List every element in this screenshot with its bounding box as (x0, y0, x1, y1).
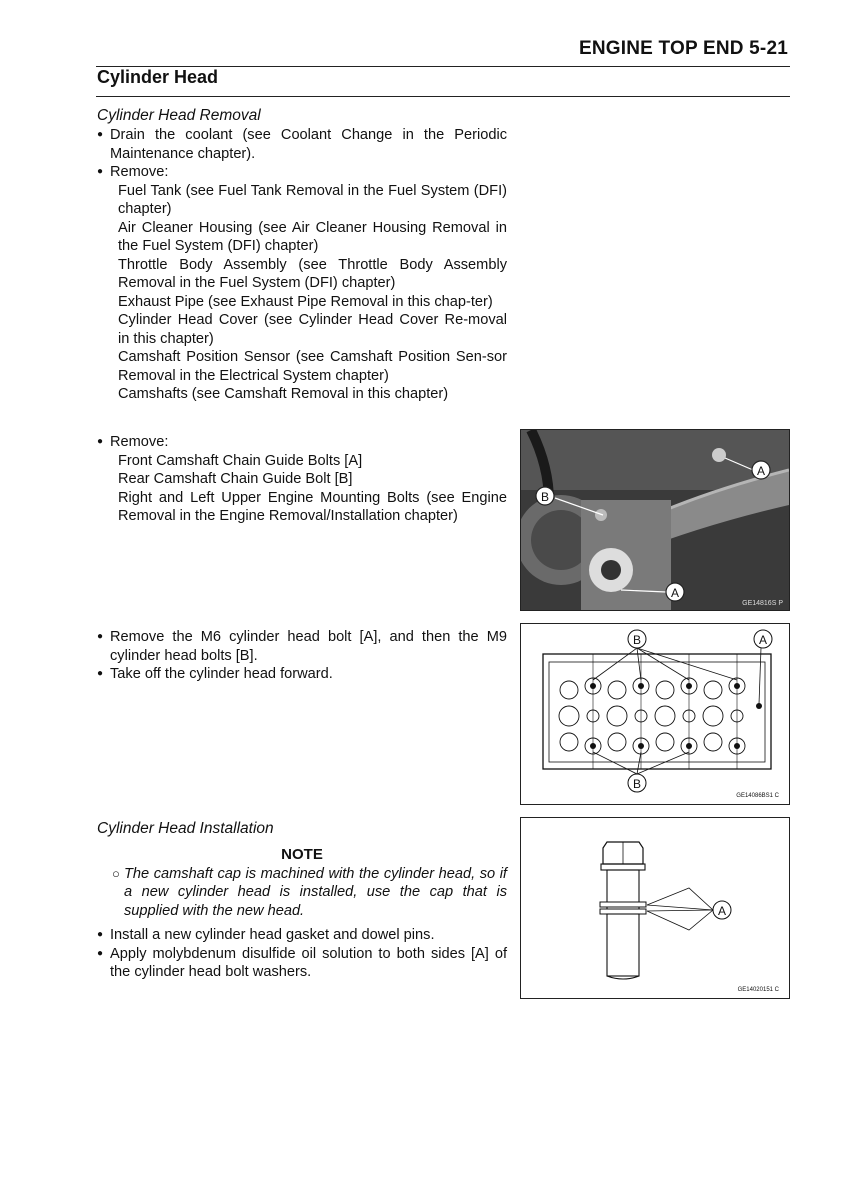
head-label-a: A (758, 633, 768, 647)
note-title: NOTE (281, 846, 323, 863)
bolt-label-a: A (717, 904, 727, 918)
section-rule (96, 96, 790, 97)
removal-heading: Cylinder Head Removal (97, 107, 261, 124)
remove-item: Air Cleaner Housing (see Air Cleaner Housing Removal in the Fuel System (DFI) chapter) (118, 219, 507, 254)
removal-bolts-block (97, 433, 507, 526)
head-label-b-top: B (632, 633, 642, 647)
remove-item: Cylinder Head Cover (see Cylinder Head Cover Re-moval in this chapter) (118, 312, 507, 347)
step-remove-label: ● Remove: (97, 163, 507, 182)
remove-item: Rear Camshaft Chain Guide Bolt [B] (118, 471, 353, 487)
remove-item: Throttle Body Assembly (see Throttle Body Assembly Removal in the Fuel System (DFI) chapter) (118, 256, 507, 291)
step-remove-label: ● Remove: (97, 433, 507, 452)
engine-photo (521, 430, 789, 610)
section-title: Cylinder Head (97, 67, 219, 87)
remove-item: Camshaft Position Sensor (see Camshaft Position Sen-sor Removal in the Electrical System chapter) (118, 349, 507, 384)
head-diagram-code: GE14086BS1 C (736, 793, 779, 799)
remove-item: Right and Left Upper Engine Mounting Bolts (see Engine Removal in the Engine Removal/Installation chapter) (118, 489, 507, 524)
step-drain-coolant: ● Drain the coolant (see Coolant Change in the Periodic Maintenance chapter). (97, 126, 507, 163)
bolt-diagram-code: GE14020151 C (737, 987, 779, 993)
cylinder-head-diagram (521, 624, 789, 804)
remove-item: Camshafts (see Camshaft Removal in this chapter) (118, 386, 449, 402)
bolt-washer-diagram (521, 818, 789, 998)
photo-label-b: B (540, 490, 550, 504)
step-install-gasket: ● Install a new cylinder head gasket and dowel pins. (97, 926, 507, 945)
remove-item: Fuel Tank (see Fuel Tank Removal in the Fuel System (DFI) chapter) (118, 182, 507, 217)
page-header-title: ENGINE TOP END 5-21 (579, 38, 788, 59)
step-apply-oil: ● Apply molybdenum disulfide oil solution to both sides [A] of the cylinder head bolt washers. (97, 945, 507, 982)
bolt-washer-figure (520, 817, 790, 999)
photo-label-a-top: A (756, 464, 766, 478)
photo-label-a-bottom: A (670, 586, 680, 600)
engine-photo-figure (520, 429, 790, 611)
installation-heading: Cylinder Head Installation (97, 820, 274, 837)
note-text: ○ The camshaft cap is machined with the cylinder head, so if a new cylinder head is installed, use the cap that is supplied with the new head. (97, 865, 507, 921)
step-take-off-head: ● Take off the cylinder head forward. (97, 665, 507, 684)
installation-block (97, 846, 507, 982)
removal-steps-block (97, 126, 507, 404)
remove-item: Front Camshaft Chain Guide Bolts [A] (118, 452, 363, 469)
remove-item: Exhaust Pipe (see Exhaust Pipe Removal in this chap-ter) (118, 293, 493, 310)
step-remove-head-bolts: ● Remove the M6 cylinder head bolt [A], and then the M9 cylinder head bolts [B]. (97, 628, 507, 665)
removal-head-block (97, 628, 507, 684)
photo-code: GE14816S P (742, 600, 783, 607)
head-label-b-bottom: B (632, 777, 642, 791)
cylinder-head-figure (520, 623, 790, 805)
